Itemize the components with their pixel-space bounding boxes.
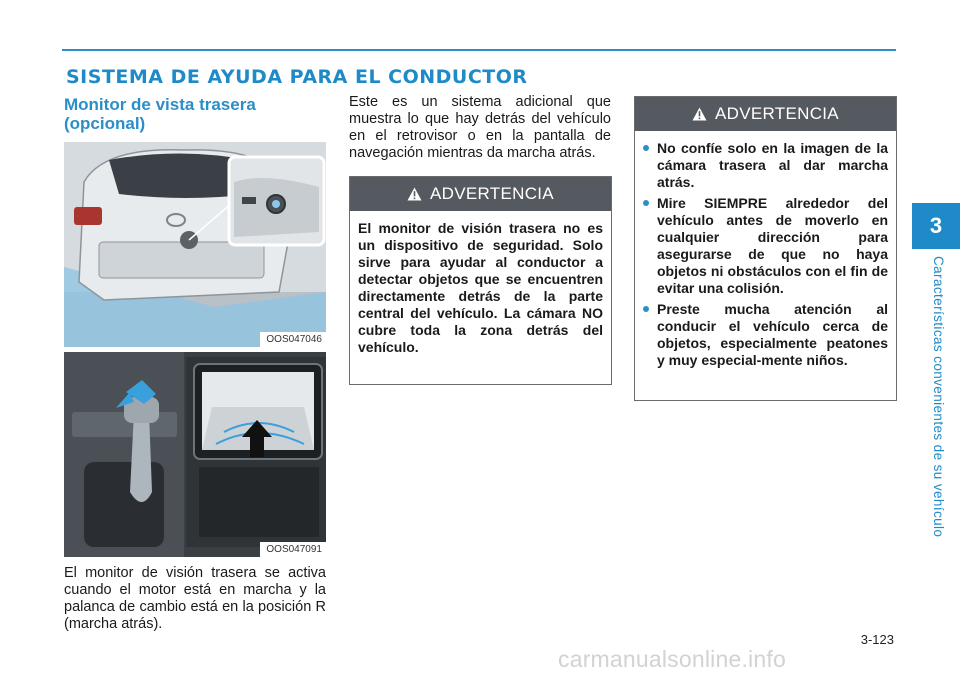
figure-code: OOS047091: [260, 542, 326, 557]
page-number: 3-123: [860, 632, 894, 647]
warning-header: [635, 97, 896, 131]
warning-triangle-icon: [407, 187, 422, 201]
warning-title: ADVERTENCIA: [430, 184, 554, 203]
warning-list: [635, 131, 896, 369]
bullet-icon: [643, 306, 649, 312]
warning-title: ADVERTENCIA: [715, 104, 839, 123]
warning-triangle-icon: [692, 107, 707, 121]
intro-paragraph: El monitor de visión trasera se activa cuando el motor está en marcha y la palanca de cambio está en la posición R (marcha atrás).: [64, 565, 326, 632]
header-rule: [62, 49, 896, 51]
warning-text: El monitor de visión trasera no es un dispositivo de seguridad. Solo sirve para ayudar al conductor a detectar objetos que se encuentren directamente detrás de la parte central del vehículo. La cámara NO cubre toda la zona detrás del vehículo.: [358, 220, 603, 355]
gear-display-image: [64, 352, 326, 557]
warning-header: [350, 177, 611, 211]
warning-box-right: [634, 96, 897, 401]
chapter-number-tab: 3: [912, 203, 960, 249]
section-title: SISTEMA DE AYUDA PARA EL CONDUCTOR: [66, 66, 528, 88]
watermark: carmanualsonline.info: [558, 646, 786, 672]
list-item: Mire SIEMPRE alrededor del vehículo antes de moverlo en cualquier dirección para asegurarse de que no haya objetos ni obstáculos con el fin de evitar una colisión.: [643, 195, 888, 297]
gear-lever-display-illustration: [64, 352, 326, 557]
rear-camera-image: [64, 142, 326, 347]
warning-box-mid: [349, 176, 612, 385]
list-item: No confíe solo en la imagen de la cámara trasera al dar marcha atrás.: [643, 140, 888, 191]
list-item: Preste mucha atención al conducir el vehículo cerca de objetos, especialmente peatones y muy especial-mente niños.: [643, 301, 888, 369]
bullet-icon: [643, 145, 649, 151]
description-paragraph: Este es un sistema adicional que muestra lo que hay detrás del vehículo en el retrovisor o en la pantalla de navegación mientras da marcha atrás.: [349, 94, 611, 161]
subhead: Monitor de vista trasera (opcional): [64, 95, 256, 133]
figure-code: OOS047046: [260, 332, 326, 347]
rear-camera-illustration: [64, 142, 326, 347]
bullet-icon: [643, 200, 649, 206]
chapter-title: Características convenientes de su vehículo: [931, 256, 946, 538]
